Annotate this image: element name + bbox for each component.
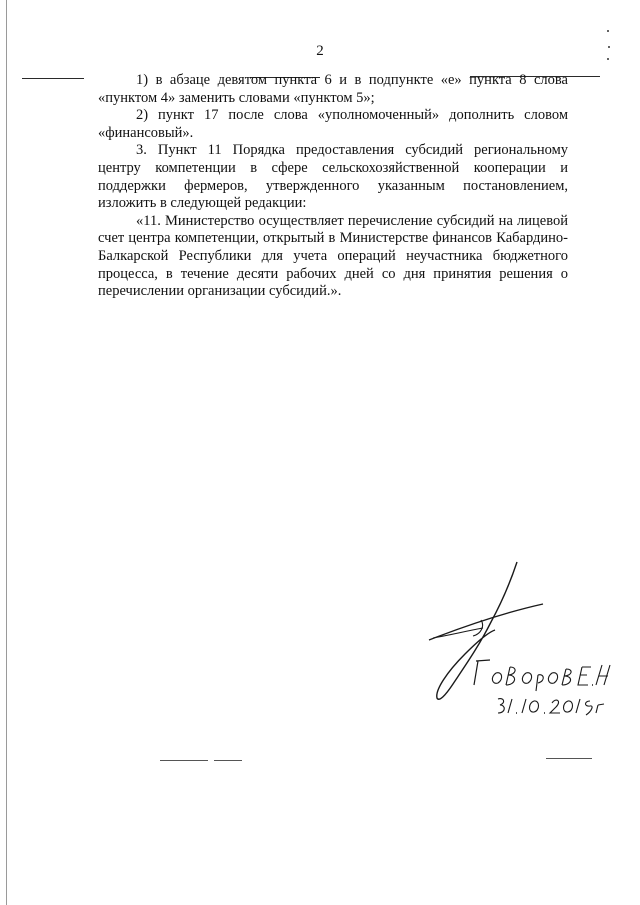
scan-dot bbox=[607, 30, 609, 32]
header-rule-left bbox=[22, 78, 84, 79]
footer-rule-mid bbox=[214, 760, 242, 761]
scan-left-edge bbox=[6, 0, 7, 905]
paragraph-2: 2) пункт 17 после слова «уполномоченный» дополнить словом «финансовый». bbox=[98, 107, 568, 141]
handwritten-name-date-icon bbox=[470, 655, 620, 725]
footer-rule-left bbox=[160, 760, 208, 761]
page-number: 2 bbox=[316, 43, 324, 59]
paragraph-4: «11. Министерство осуществляет перечисление субсидий на лицевой счет центра компетенции, открытый в Министерстве финансов Кабардино-Балкарской Республики для учета операций неучастника бюджетного процесса, в течение десяти рабочих дней со дня принятия решения о перечислении организации субсидий.». bbox=[98, 212, 568, 300]
handwritten-annotation bbox=[470, 655, 620, 730]
paragraph-1: 1) в абзаце девятом пункта 6 и в подпункте «е» пункта 8 слова «пунктом 4» заменить словами «пунктом 5»; bbox=[98, 72, 568, 106]
document-body bbox=[98, 72, 568, 301]
footer-rule-right bbox=[546, 758, 592, 759]
paragraph-3: 3. Пункт 11 Порядка предоставления субсидий региональному центру компетенции в сфере сельскохозяйственной кооперации и поддержки фермеров, утвержденного указанным постановлением, изложить в следующей редакции: bbox=[98, 142, 568, 212]
